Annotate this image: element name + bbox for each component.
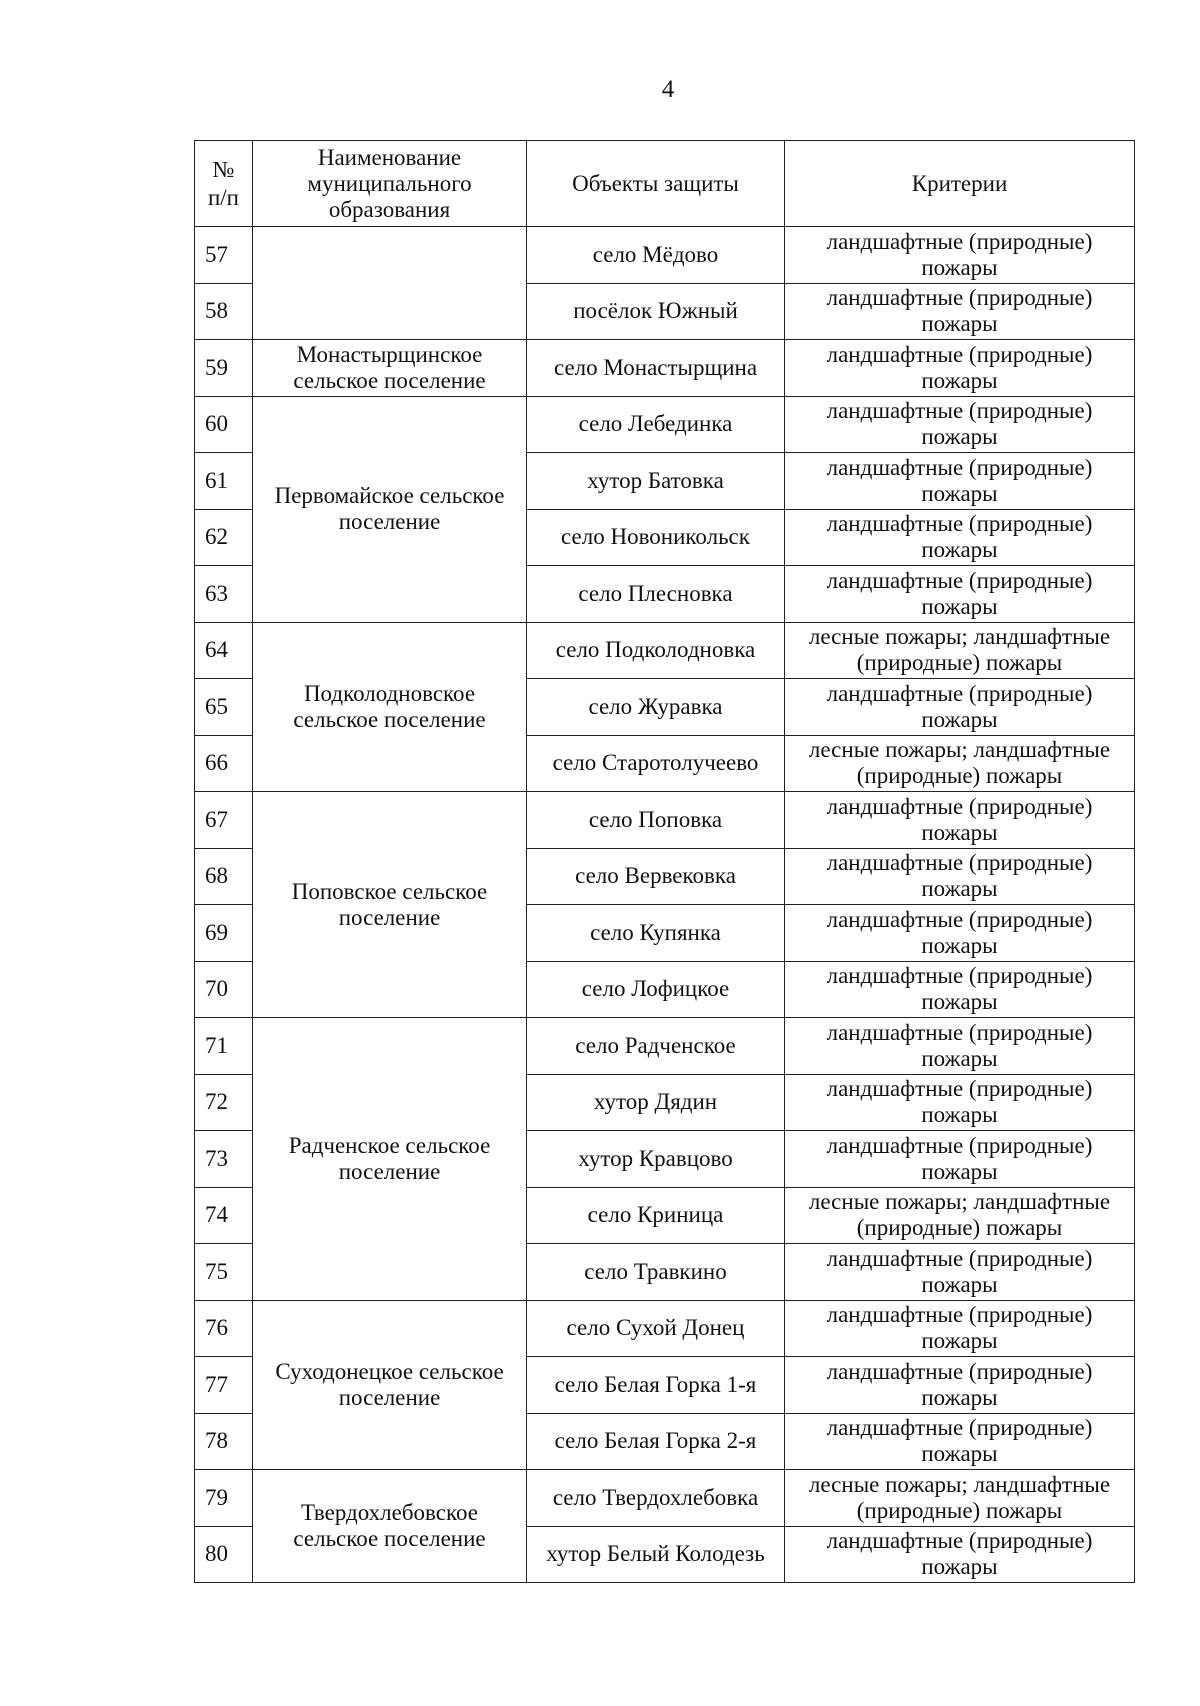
criteria-cell: ландшафтные (природные) пожары (785, 1244, 1135, 1301)
object-cell: хутор Кравцово (527, 1131, 785, 1188)
row-number: 70 (195, 961, 253, 1018)
object-cell: село Плесновка (527, 566, 785, 623)
row-number: 72 (195, 1074, 253, 1131)
criteria-cell: ландшафтные (природные) пожары (785, 509, 1135, 566)
object-cell: хутор Дядин (527, 1074, 785, 1131)
object-cell: село Белая Горка 1-я (527, 1357, 785, 1414)
object-cell: село Купянка (527, 905, 785, 962)
header-objects: Объекты защиты (527, 141, 785, 227)
table-row (195, 622, 1135, 679)
header-num: № п/п (195, 141, 253, 227)
row-number: 65 (195, 679, 253, 736)
criteria-cell: лесные пожары; ландшафтные (природные) пожары (785, 1187, 1135, 1244)
criteria-cell: ландшафтные (природные) пожары (785, 1131, 1135, 1188)
criteria-cell: ландшафтные (природные) пожары (785, 905, 1135, 962)
row-number: 66 (195, 735, 253, 792)
criteria-cell: ландшафтные (природные) пожары (785, 227, 1135, 284)
row-number: 69 (195, 905, 253, 962)
row-number: 57 (195, 227, 253, 284)
row-number: 62 (195, 509, 253, 566)
object-cell: село Белая Горка 2-я (527, 1413, 785, 1470)
table-body (195, 227, 1135, 1583)
header-row (195, 141, 1135, 227)
object-cell: село Лебединка (527, 396, 785, 453)
table-row (195, 1470, 1135, 1527)
table-header (195, 141, 1135, 227)
table-row (195, 1018, 1135, 1075)
municipality-cell: Радченское сельское поселение (253, 1018, 527, 1301)
object-cell: село Подколодновка (527, 622, 785, 679)
criteria-cell: ландшафтные (природные) пожары (785, 679, 1135, 736)
row-number: 64 (195, 622, 253, 679)
row-number: 74 (195, 1187, 253, 1244)
municipality-cell: Суходонецкое сельское поселение (253, 1300, 527, 1470)
criteria-cell: ландшафтные (природные) пожары (785, 396, 1135, 453)
object-cell: село Мёдово (527, 227, 785, 284)
criteria-cell: ландшафтные (природные) пожары (785, 340, 1135, 397)
object-cell: село Лофицкое (527, 961, 785, 1018)
criteria-cell: ландшафтные (природные) пожары (785, 961, 1135, 1018)
object-cell: хутор Батовка (527, 453, 785, 510)
table-row (195, 1300, 1135, 1357)
row-number: 73 (195, 1131, 253, 1188)
table-row (195, 792, 1135, 849)
criteria-cell: ландшафтные (природные) пожары (785, 1018, 1135, 1075)
municipality-cell: Поповское сельское поселение (253, 792, 527, 1018)
criteria-cell: лесные пожары; ландшафтные (природные) пожары (785, 1470, 1135, 1527)
object-cell: село Травкино (527, 1244, 785, 1301)
criteria-cell: ландшафтные (природные) пожары (785, 283, 1135, 340)
criteria-cell: ландшафтные (природные) пожары (785, 1357, 1135, 1414)
row-number: 59 (195, 340, 253, 397)
row-number: 76 (195, 1300, 253, 1357)
row-number: 61 (195, 453, 253, 510)
municipality-cell (253, 227, 527, 340)
object-cell: село Старотолучеево (527, 735, 785, 792)
object-cell: село Твердохлебовка (527, 1470, 785, 1527)
object-cell: село Монастырщина (527, 340, 785, 397)
municipality-cell: Подколодновское сельское поселение (253, 622, 527, 792)
criteria-cell: ландшафтные (природные) пожары (785, 848, 1135, 905)
object-cell: село Криница (527, 1187, 785, 1244)
object-cell: село Сухой Донец (527, 1300, 785, 1357)
object-cell: хутор Белый Колодезь (527, 1526, 785, 1583)
object-cell: село Новоникольск (527, 509, 785, 566)
row-number: 67 (195, 792, 253, 849)
criteria-cell: ландшафтные (природные) пожары (785, 1526, 1135, 1583)
row-number: 68 (195, 848, 253, 905)
municipality-cell: Первомайское сельское поселение (253, 396, 527, 622)
row-number: 75 (195, 1244, 253, 1301)
page-number: 4 (661, 76, 675, 103)
row-number: 80 (195, 1526, 253, 1583)
row-number: 78 (195, 1413, 253, 1470)
row-number: 77 (195, 1357, 253, 1414)
municipality-cell: Монастырщинское сельское поселение (253, 340, 527, 397)
table-row (195, 396, 1135, 453)
criteria-cell: ландшафтные (природные) пожары (785, 566, 1135, 623)
object-cell: село Вервековка (527, 848, 785, 905)
criteria-cell: ландшафтные (природные) пожары (785, 1074, 1135, 1131)
object-cell: посёлок Южный (527, 283, 785, 340)
object-cell: село Радченское (527, 1018, 785, 1075)
protection-objects-table (194, 140, 1135, 1583)
header-municipality: Наименование муниципального образования (253, 141, 527, 227)
criteria-cell: ландшафтные (природные) пожары (785, 1413, 1135, 1470)
row-number: 71 (195, 1018, 253, 1075)
criteria-cell: лесные пожары; ландшафтные (природные) пожары (785, 622, 1135, 679)
object-cell: село Поповка (527, 792, 785, 849)
municipality-cell: Твердохлебовское сельское поселение (253, 1470, 527, 1583)
criteria-cell: ландшафтные (природные) пожары (785, 792, 1135, 849)
header-criteria: Критерии (785, 141, 1135, 227)
row-number: 58 (195, 283, 253, 340)
table-row (195, 227, 1135, 284)
object-cell: село Журавка (527, 679, 785, 736)
criteria-cell: ландшафтные (природные) пожары (785, 1300, 1135, 1357)
criteria-cell: ландшафтные (природные) пожары (785, 453, 1135, 510)
row-number: 79 (195, 1470, 253, 1527)
criteria-cell: лесные пожары; ландшафтные (природные) пожары (785, 735, 1135, 792)
row-number: 63 (195, 566, 253, 623)
table-row (195, 340, 1135, 397)
row-number: 60 (195, 396, 253, 453)
